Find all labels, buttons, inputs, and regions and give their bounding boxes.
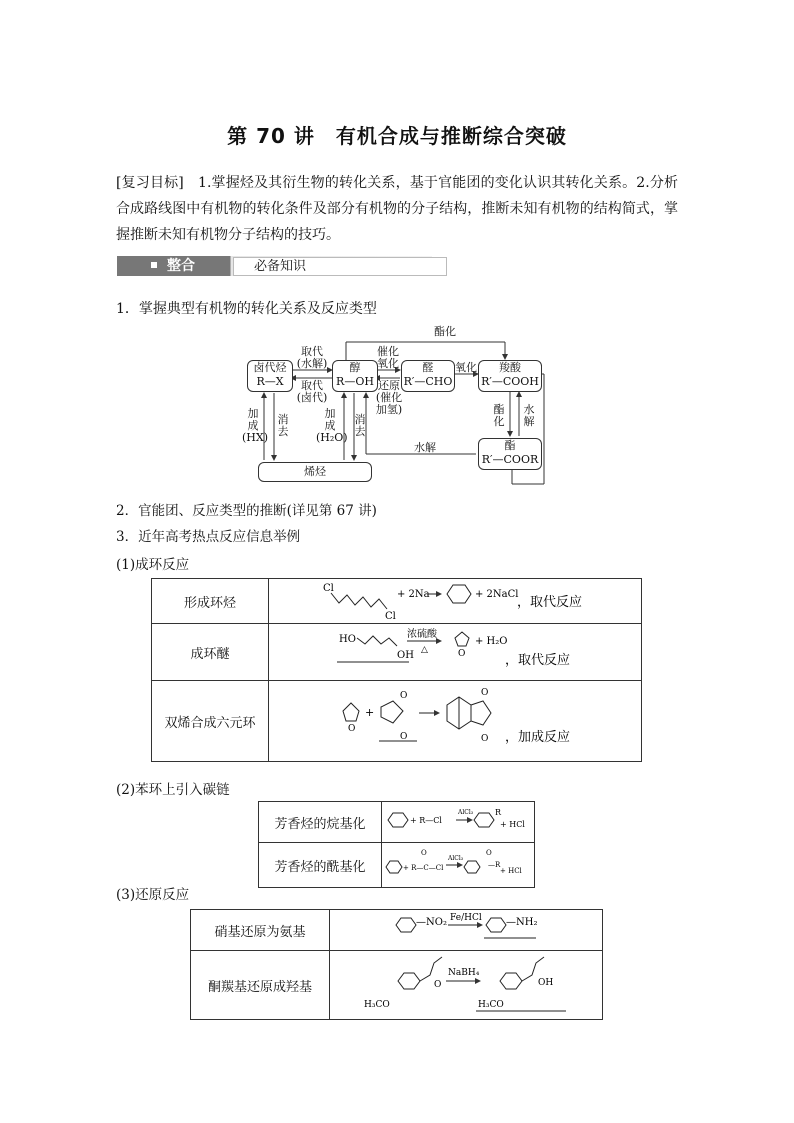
add-hx-2: 成 [247, 419, 259, 432]
row-label: 双烯合成六元环 [152, 681, 269, 762]
ketone-o: O [434, 980, 442, 990]
table-friedel-crafts [258, 801, 535, 888]
label-sub-halo [292, 380, 332, 404]
reaction-type: ，加成反应 [505, 730, 571, 745]
alcl3-cat: AlCl₃ [448, 855, 464, 862]
goal-text: 1.掌握烃及其衍生物的转化关系，基于官能团的变化认识其转化关系。2.分析合成路线图中有机物的转化条件及部分有机物的分子结构，推断未知有机物的结构简式，掌握推断未知有机物分子结构的技巧。 [116, 175, 678, 243]
ketone-o: O [486, 849, 492, 857]
review-goals [116, 170, 678, 248]
add-hx-3: (HX) [242, 431, 269, 444]
sub-halo-1: 取代 [301, 379, 323, 392]
nitro-reduction-equation [330, 910, 602, 946]
section3-heading: 3．近年高考热点反应信息举例 [116, 529, 301, 545]
esterify-v-1: 酯 [493, 403, 505, 416]
add-h2o-2: 成 [324, 419, 336, 432]
anhydride-o1: O [400, 691, 408, 701]
plus-h2o: + H₂O [475, 636, 508, 647]
anhydride-o2: O [400, 732, 408, 742]
ketone-reduction-equation [330, 951, 602, 1015]
plus-hcl: + HCl [500, 867, 522, 875]
table-row [259, 843, 535, 888]
conversion-diagram [240, 322, 560, 492]
hydro-v-2: 解 [523, 415, 535, 428]
banner-left: 整合 [167, 258, 195, 274]
row-label: 芳香烃的烷基化 [259, 802, 382, 843]
hydro-v-1: 水 [523, 403, 535, 416]
nabh4: NaBH₄ [448, 968, 480, 978]
label-elim2 [353, 414, 367, 438]
plus-sign: + [365, 706, 375, 719]
sub-halo-2: (卤代) [296, 391, 328, 404]
heat-symbol: △ [421, 645, 428, 655]
product-nacl: + 2NaCl [475, 589, 519, 600]
node-ester-name: 酯 [504, 439, 516, 452]
table-cyclization [151, 578, 642, 762]
furan-o: O [348, 724, 356, 734]
sub3-heading: (3)还原反应 [116, 887, 190, 903]
alcl3-cat: AlCl₃ [458, 809, 474, 816]
row-label: 成环醚 [152, 624, 269, 681]
label-cat-ox [375, 346, 401, 370]
no2-group: —NO₂ [416, 917, 447, 928]
banner-right: 必备知识 [233, 257, 447, 276]
reduce-3: 加氢) [375, 403, 403, 416]
oh-group: OH [538, 978, 554, 988]
conc-h2so4: 浓硫酸 [407, 629, 437, 640]
reduce-2: (催化 [375, 391, 403, 404]
row-label: 芳香烃的酰基化 [259, 843, 382, 888]
reaction-type: ，取代反应 [517, 595, 583, 610]
oh-label: OH [397, 650, 414, 661]
section-banner [117, 256, 432, 276]
reaction-cell [269, 579, 642, 624]
alkylation-equation [382, 802, 534, 838]
node-aldehyde-name: 醛 [422, 361, 434, 374]
label-esterify-top: 酯化 [434, 325, 456, 338]
sub2-heading: (2)苯环上引入碳链 [116, 782, 230, 798]
r-group: —R [488, 861, 501, 869]
fe-hcl: Fe/HCl [450, 913, 482, 923]
elim2-2: 去 [354, 425, 366, 438]
section1-heading: 1．掌握典型有机物的转化关系及反应类型 [116, 301, 377, 317]
reaction-cell [382, 843, 535, 888]
table-row [191, 910, 603, 951]
cat-ox-1: 催化 [377, 345, 399, 358]
label-add-h2o [316, 407, 348, 444]
label-hydro-v [522, 404, 536, 428]
elim1-1: 消 [277, 413, 289, 426]
label-hydrolysis: 水解 [414, 441, 436, 454]
reaction-cell [269, 624, 642, 681]
label-elim1 [276, 414, 290, 438]
table-row [152, 579, 642, 624]
row-label: 酮羰基还原成羟基 [191, 951, 330, 1020]
node-alkene: 烯烃 [258, 462, 372, 482]
r-group: R [495, 808, 502, 817]
ho-label: HO [339, 634, 356, 645]
label-add-hx [242, 407, 269, 444]
goal-label: [复习目标] [116, 175, 184, 191]
page-title: 第 70 讲 有机合成与推断综合突破 [227, 124, 567, 148]
reagent-na: + 2Na [397, 589, 430, 600]
node-ester-formula: R′—COOR [481, 453, 539, 466]
cl-left: Cl [323, 583, 334, 594]
sub1-heading: (1)成环反应 [116, 557, 190, 573]
reaction-type: ，取代反应 [505, 653, 571, 668]
node-acid-formula: R′—COOH [481, 375, 539, 388]
diels-alder-equation [269, 681, 641, 757]
label-esterify-v [492, 404, 506, 428]
table-reduction [190, 909, 603, 1020]
elim1-2: 去 [277, 425, 289, 438]
table-row [191, 951, 603, 1020]
reaction-cell [269, 681, 642, 762]
node-aldehyde [401, 360, 455, 392]
elim2-1: 消 [354, 413, 366, 426]
cl-right: Cl [385, 611, 396, 619]
table-row [259, 802, 535, 843]
add-h2o-1: 加 [324, 407, 336, 420]
sub-water-2: (水解) [296, 357, 328, 370]
node-aldehyde-formula: R′—CHO [403, 375, 453, 388]
node-acid-name: 羧酸 [499, 361, 521, 374]
label-oxidize: 氧化 [455, 361, 477, 374]
label-reduce [373, 380, 405, 416]
adduct-o2: O [481, 734, 489, 744]
plus-hcl: + HCl [500, 820, 525, 829]
table-row [152, 624, 642, 681]
node-alcohol [332, 360, 378, 392]
table-row [152, 681, 642, 762]
add-hx-1: 加 [247, 407, 259, 420]
node-haloalkane-name: 卤代烃 [253, 361, 287, 374]
acylation-equation [382, 843, 534, 883]
reduce-1: 还原 [378, 379, 400, 392]
esterify-v-2: 化 [493, 415, 505, 428]
node-alcohol-formula: R—OH [336, 375, 374, 388]
row-label: 硝基还原为氨基 [191, 910, 330, 951]
reaction-cell [382, 802, 535, 843]
label-sub-water [292, 346, 332, 370]
nh2-group: —NH₂ [506, 917, 538, 928]
sub-water-1: 取代 [301, 345, 323, 358]
node-haloalkane-formula: R—X [256, 375, 284, 388]
node-acid [478, 360, 542, 392]
reaction-cell [330, 910, 603, 951]
cat-ox-2: 氧化 [377, 357, 399, 370]
add-h2o-3: (H₂O) [316, 431, 348, 444]
h3co-left: H₃CO [364, 1000, 390, 1010]
section2-heading: 2．官能团、反应类型的推断(详见第 67 讲) [116, 503, 377, 519]
acyl-o: O [421, 849, 427, 857]
node-haloalkane [247, 360, 293, 392]
h3co-right: H₃CO [478, 1000, 504, 1010]
row-label: 形成环烃 [152, 579, 269, 624]
acyl-chloride: + R—C—Cl [403, 864, 444, 872]
cyclo-ether-equation [269, 624, 641, 676]
node-ester [478, 438, 542, 470]
reaction-cell [330, 951, 603, 1020]
adduct-o1: O [481, 688, 489, 698]
r-cl: + R—Cl [410, 816, 442, 825]
cyclo-hydrocarbon-equation [269, 579, 641, 619]
ring-o: O [458, 649, 466, 659]
node-alcohol-name: 醇 [349, 361, 361, 374]
